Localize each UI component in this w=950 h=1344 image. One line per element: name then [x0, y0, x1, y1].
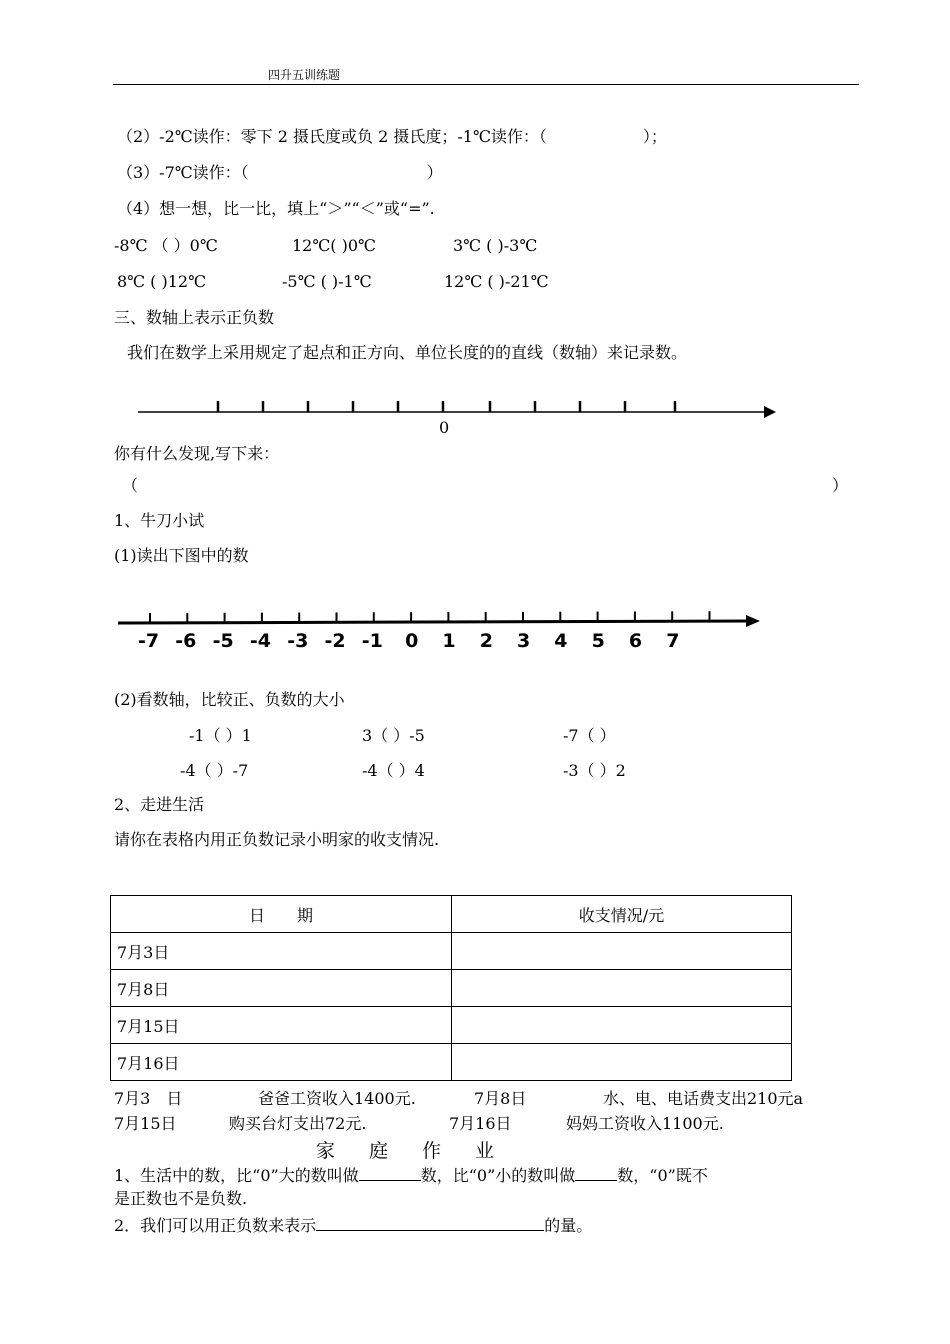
compare-item: 8℃ ( )12℃: [117, 272, 206, 291]
compare-item: -7（ ）: [563, 726, 616, 745]
number-line-2-label: 4: [554, 630, 568, 652]
table-header-row: [111, 896, 792, 933]
table-cell-amount[interactable]: [452, 1044, 792, 1081]
compare-item: 3℃ ( )-3℃: [453, 236, 538, 255]
compare-item: -5℃ ( )-1℃: [282, 272, 372, 291]
number-line-2-axis: [118, 621, 752, 623]
number-line-2-label: 3: [517, 630, 531, 652]
note-text: 妈妈工资收入1100元.: [566, 1114, 724, 1133]
homework-title: 家庭作业: [316, 1140, 529, 1162]
table-header-date: 日 期: [111, 896, 452, 933]
compare-item: 3（ ）-5: [362, 726, 425, 745]
number-line-2-label: -7: [138, 630, 160, 652]
homework-q1: [114, 1164, 708, 1186]
table-row: [111, 933, 792, 970]
table-row: [111, 1044, 792, 1081]
table-header-amount: 收支情况/元: [452, 896, 792, 933]
number-line-2-label: -3: [287, 630, 309, 652]
table-cell-date: 7月16日: [111, 1044, 452, 1081]
number-line-1-zero-label: 0: [439, 418, 450, 437]
number-line-2-label: -1: [361, 630, 383, 652]
income-expense-table: [110, 895, 792, 1081]
note-date: 7月8日: [474, 1089, 527, 1108]
homework-q2: [114, 1214, 592, 1236]
note-date: 7月3 日: [114, 1089, 183, 1108]
number-line-2-arrow: [746, 615, 760, 627]
table-cell-date: 7月15日: [111, 1007, 452, 1044]
number-line-2-label: -2: [324, 630, 346, 652]
question-3-tail: ）: [426, 163, 443, 182]
question-2-text: （2）-2℃读作：零下 2 摄氏度或负 2 摄氏度；-1℃读作：（: [117, 127, 547, 146]
number-line-2-label: 2: [479, 630, 493, 652]
number-line-2-label: 0: [405, 630, 419, 652]
question-2-tail: ）；: [642, 127, 667, 146]
number-line-2-label: -4: [249, 630, 271, 652]
table-row: [111, 1007, 792, 1044]
table-cell-amount[interactable]: [452, 933, 792, 970]
table-cell-amount[interactable]: [452, 1007, 792, 1044]
number-line-2-label: 5: [591, 630, 605, 652]
homework-q2-part1: 2．我们可以用正负数来表示: [114, 1216, 317, 1235]
homework-q1-part2: 数，比“0”小的数叫做: [420, 1166, 576, 1185]
number-line-2-label: 7: [666, 630, 680, 652]
discover-prompt: 你有什么发现,写下来：: [114, 444, 280, 463]
note-date: 7月16日: [449, 1114, 512, 1133]
section-3-heading: 三、数轴上表示正负数: [114, 308, 275, 327]
compare-item: -4（ ）4: [362, 761, 425, 780]
homework-q1-part3: 数，“0”既不: [617, 1166, 708, 1185]
compare-item: 12℃( )0℃: [292, 236, 376, 255]
exercise-1-heading: 1、牛刀小试: [114, 511, 205, 530]
compare-item: -1（ ）1: [189, 726, 252, 745]
table-cell-date: 7月8日: [111, 970, 452, 1007]
exercise-1-q1: (1)读出下图中的数: [114, 546, 249, 565]
question-3-text: （3）-7℃读作：（: [117, 163, 249, 182]
compare-item: -8℃ （ ）0℃: [114, 236, 218, 255]
answer-paren-close: ）: [832, 476, 849, 495]
compare-item: 12℃ ( )-21℃: [444, 272, 549, 291]
number-line-2-label: -5: [212, 630, 234, 652]
number-line-2-label: 1: [442, 630, 456, 652]
note-text: 购买台灯支出72元.: [229, 1114, 367, 1133]
answer-blank[interactable]: [575, 1164, 617, 1181]
homework-q1-part1: 1、生活中的数，比“0”大的数叫做: [114, 1166, 359, 1185]
exercise-2-heading: 2、走进生活: [114, 795, 205, 814]
note-text: 爸爸工资收入1400元.: [258, 1089, 416, 1108]
answer-paren-open: （: [122, 476, 139, 495]
page-header-title: 四升五训练题: [268, 68, 341, 82]
table-cell-date: 7月3日: [111, 933, 452, 970]
answer-blank[interactable]: [316, 1214, 544, 1231]
exercise-2-instruction: 请你在表格内用正负数记录小明家的收支情况.: [114, 830, 440, 849]
answer-blank[interactable]: [359, 1164, 421, 1181]
compare-item: -3（ ）2: [563, 761, 626, 780]
homework-q1-continued: 是正数也不是负数.: [114, 1189, 248, 1208]
section-3-intro: 我们在数学上采用规定了起点和正方向、单位长度的的直线（数轴）来记录数。: [127, 343, 688, 362]
exercise-1-q2: (2)看数轴，比较正、负数的大小: [114, 690, 345, 709]
table-cell-amount[interactable]: [452, 970, 792, 1007]
compare-item: -4（ ）-7: [180, 761, 249, 780]
number-line-2-label: -6: [175, 630, 197, 652]
note-text: 水、电、电话费支出210元a: [603, 1089, 804, 1108]
number-line-2-label: 6: [628, 630, 643, 652]
table-row: [111, 970, 792, 1007]
note-date: 7月15日: [114, 1114, 177, 1133]
question-4: （4）想一想，比一比，填上“＞”“＜”或“=”.: [117, 199, 435, 218]
homework-q2-part2: 的量。: [544, 1216, 593, 1235]
